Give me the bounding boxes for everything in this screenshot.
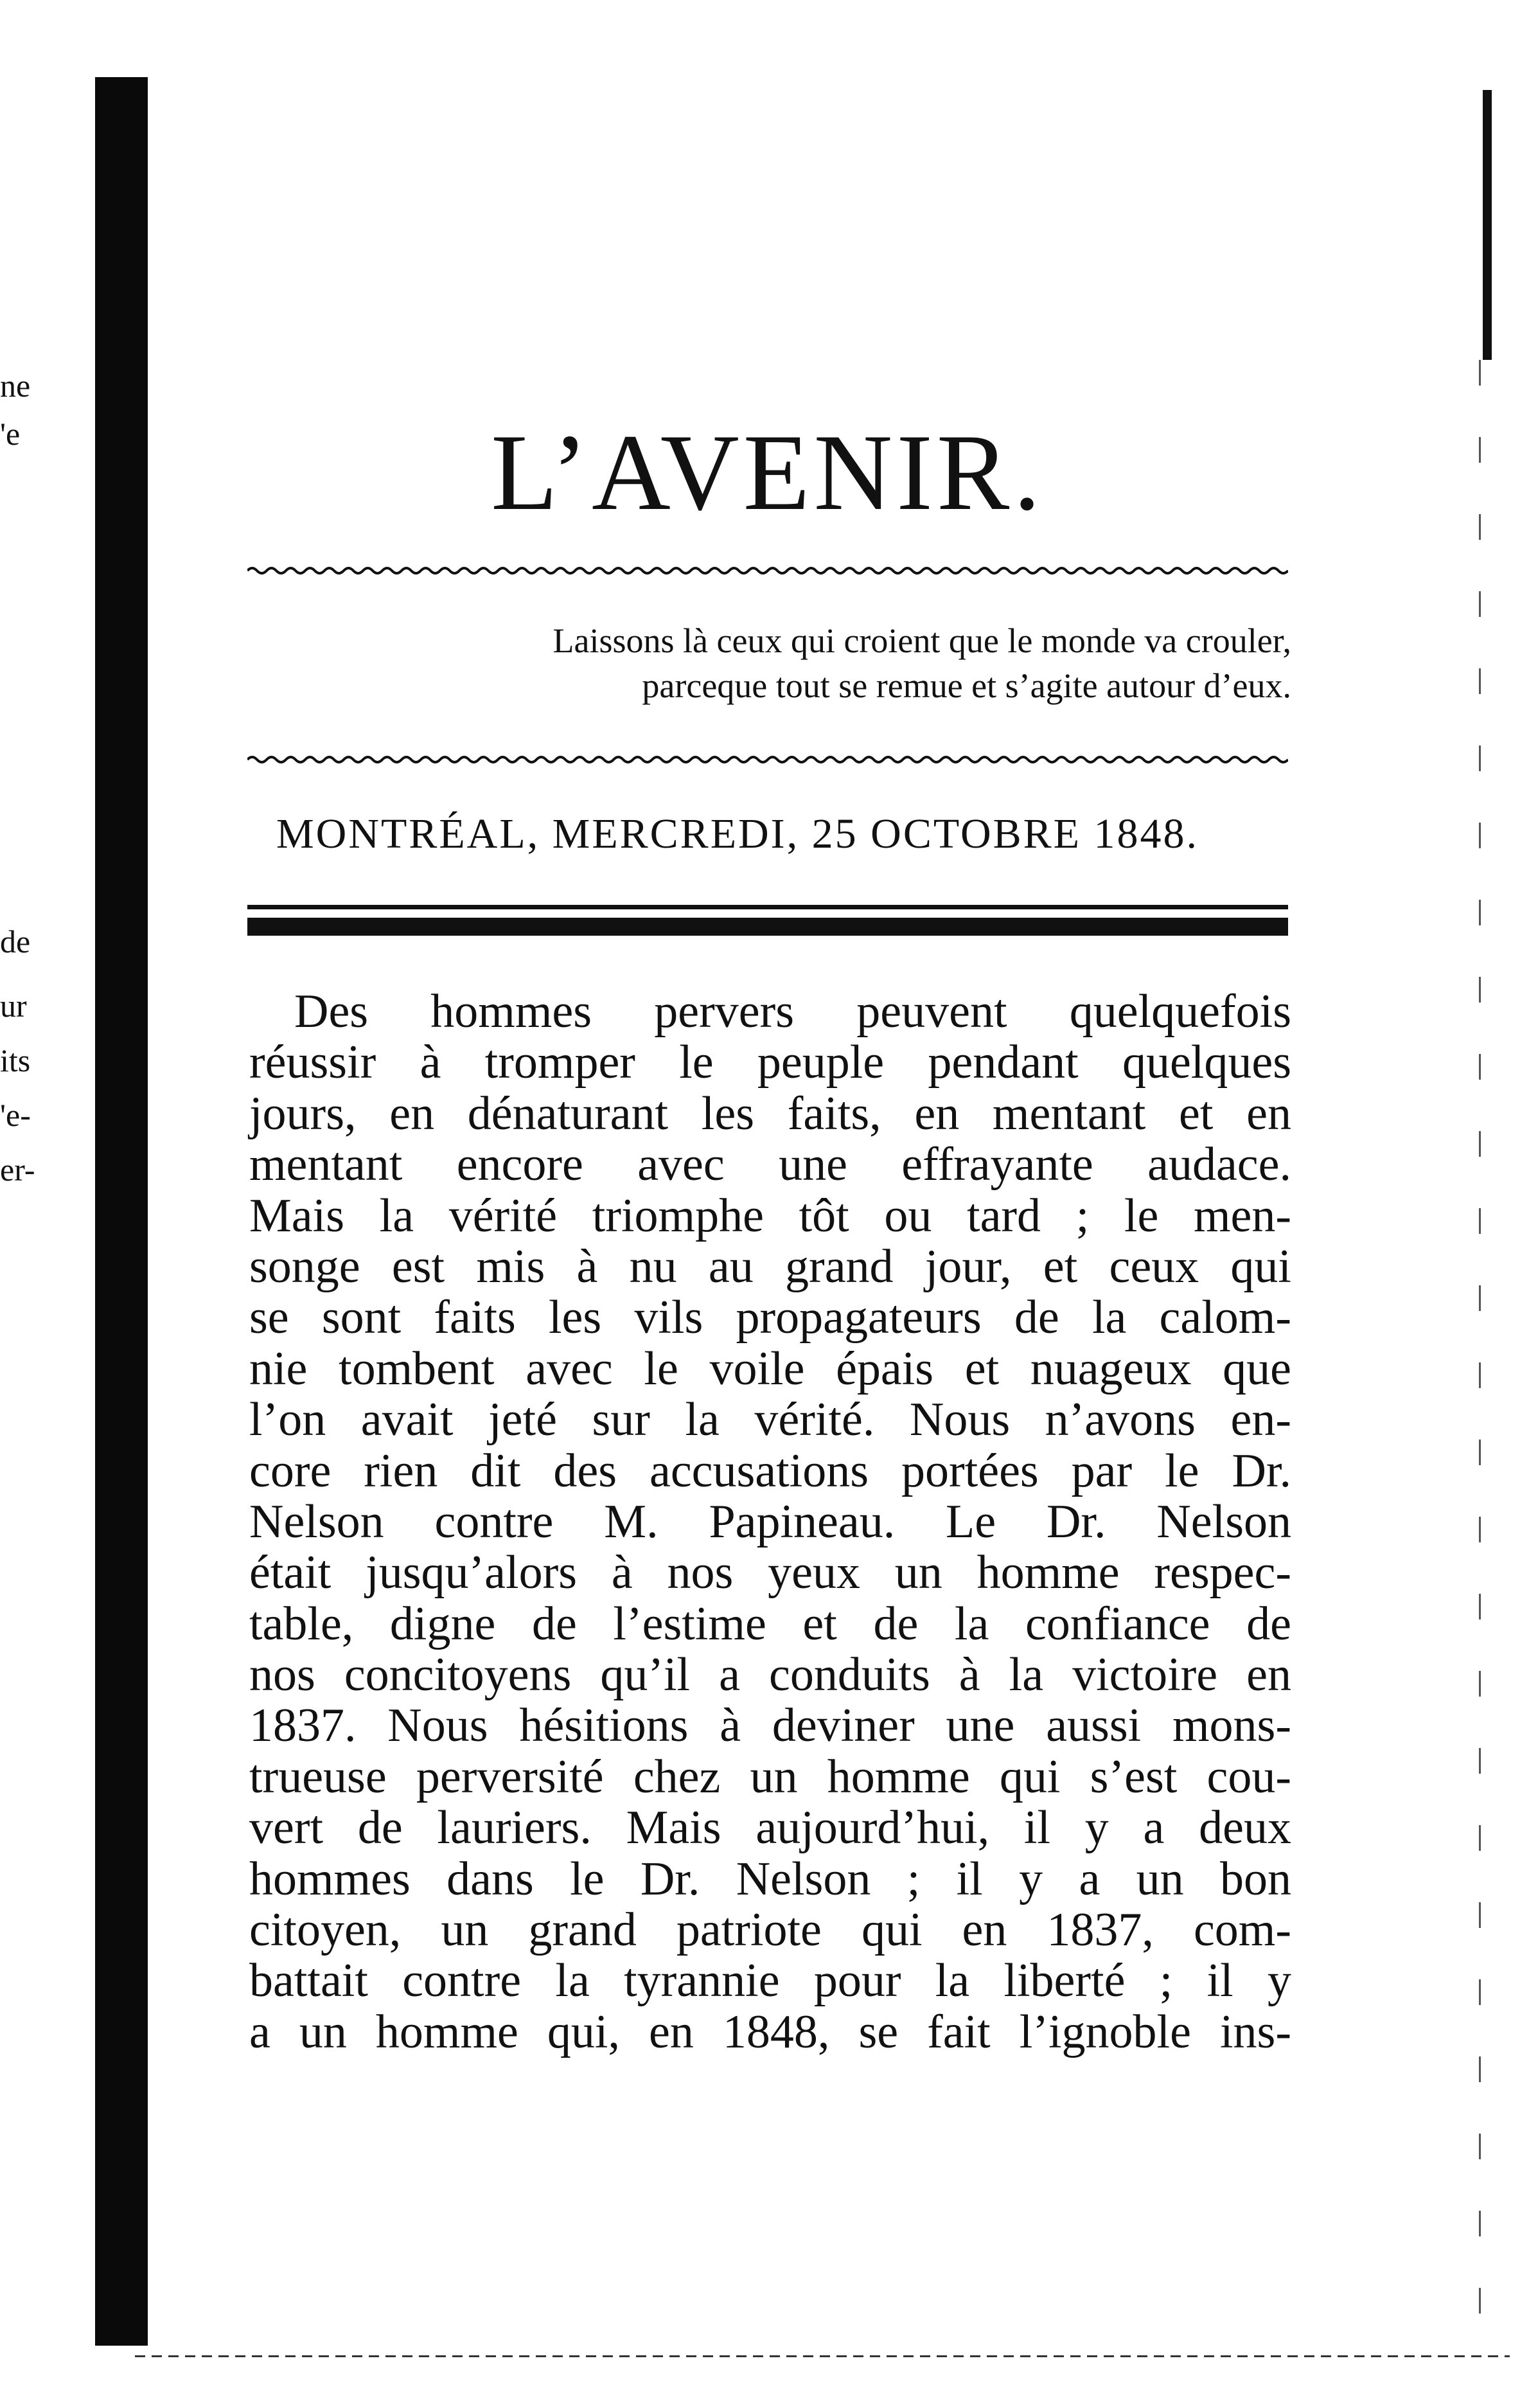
right-edge-dotted-rule	[1479, 360, 1481, 2314]
margin-fragment: de	[0, 923, 31, 959]
article-line: vert de lauriers. Mais aujourd’hui, il y a deux	[249, 1801, 1291, 1855]
article-line: core rien dit des accusations portées par le Dr.	[249, 1444, 1291, 1497]
book-spine-shadow	[95, 77, 148, 2346]
article-line: nie tombent avec le voile épais et nuageux que	[249, 1342, 1291, 1395]
article-line: Nelson contre M. Papineau. Le Dr. Nelson	[249, 1495, 1291, 1548]
article-line: Mais la vérité triomphe tôt ou tard ; le men-	[249, 1189, 1291, 1242]
margin-fragment: 'e-	[0, 1097, 31, 1133]
motto-line-1: Laissons là ceux qui croient que le monde va crouler,	[552, 621, 1291, 660]
margin-fragment: er-	[0, 1152, 35, 1188]
article-line: a un homme qui, en 1848, se fait l’ignoble ins-	[249, 2005, 1291, 2058]
article-line: table, digne de l’estime et de la confiance de	[249, 1597, 1291, 1650]
margin-fragment: ur	[0, 988, 27, 1024]
dateline: MONTRÉAL, MERCREDI, 25 OCTOBRE 1848.	[276, 810, 1199, 857]
article-line: se sont faits les vils propagateurs de la calom-	[249, 1291, 1291, 1344]
article-line: jours, en dénaturant les faits, en mentant et en	[249, 1087, 1291, 1140]
wavy-rule-bottom	[247, 753, 1288, 766]
wavy-rule-top	[247, 564, 1288, 577]
article-line: battait contre la tyrannie pour la liberté ; il y	[249, 1954, 1291, 2008]
article-line: l’on avait jeté sur la vérité. Nous n’avons en-	[249, 1393, 1291, 1447]
margin-fragment: 'e	[0, 416, 21, 452]
article-line: réussir à tromper le peuple pendant quelques	[249, 1036, 1291, 1089]
article-line: trueuse perversité chez un homme qui s’est cou-	[249, 1750, 1291, 1803]
article-line: mentant encore avec une effrayante audace.	[249, 1138, 1291, 1191]
article-line: hommes dans le Dr. Nelson ; il y a un bon	[249, 1852, 1291, 1905]
article-line: 1837. Nous hésitions à deviner une aussi mons-	[249, 1699, 1291, 1752]
article-body	[249, 986, 1291, 2058]
article-line: songe est mis à nu au grand jour, et ceux qui	[249, 1240, 1291, 1293]
margin-fragment: ne	[0, 368, 31, 404]
motto-line-2: parceque tout se remue et s’agite autour d’eux.	[642, 666, 1291, 705]
article-line: nos concitoyens qu’il a conduits à la victoire en	[249, 1648, 1291, 1702]
newspaper-title: L’AVENIR.	[491, 412, 1045, 533]
margin-fragment: its	[0, 1042, 31, 1078]
article-line: Des hommes pervers peuvent quelquefois	[294, 985, 1291, 1038]
right-edge-rule	[1483, 90, 1492, 360]
double-rule-thin	[247, 905, 1288, 909]
article-line: était jusqu’alors à nos yeux un homme respec-	[249, 1546, 1291, 1600]
bottom-edge-rule	[135, 2355, 1510, 2357]
article-line: citoyen, un grand patriote qui en 1837, com-	[249, 1904, 1291, 1957]
double-rule-thick	[247, 918, 1288, 936]
